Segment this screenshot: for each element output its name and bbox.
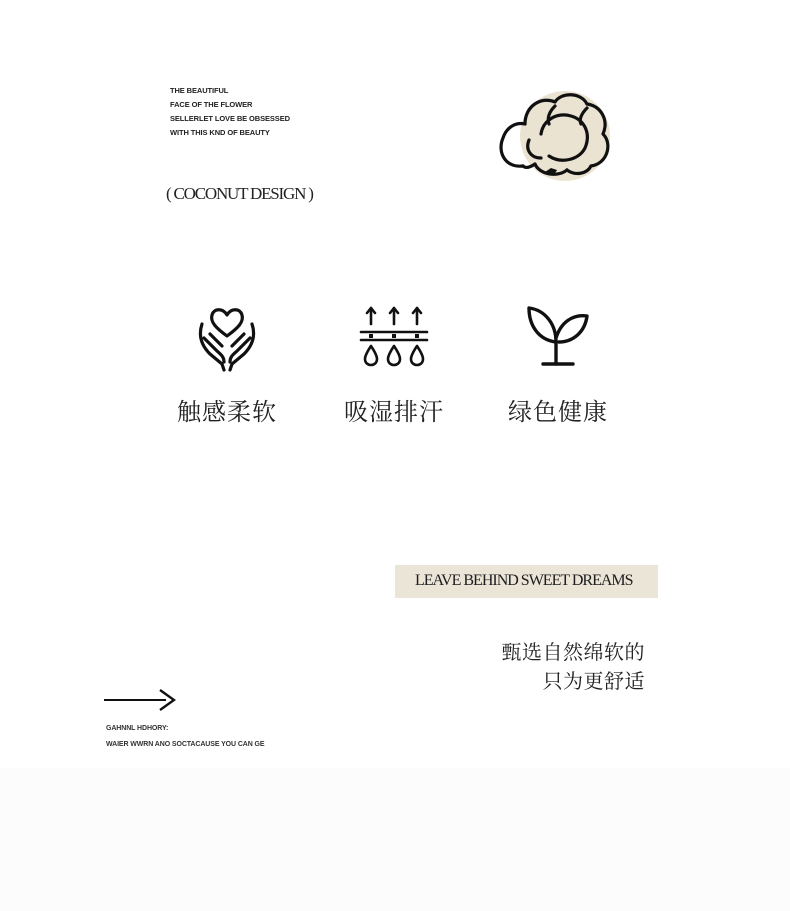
banner-text: LEAVE BEHIND SWEET DREAMS — [415, 572, 633, 589]
slogan-line: 甄选自然绵软的 — [501, 640, 645, 664]
feature-label: 吸湿排汗 — [344, 398, 444, 426]
feature-label: 绿色健康 — [508, 398, 608, 426]
hands-heart-icon — [194, 302, 260, 372]
sprout-icon — [523, 302, 593, 372]
banner — [395, 565, 658, 598]
moisture-wicking-icon — [359, 302, 429, 372]
tagline-line: WITH THIS KND OF BEAUTY — [170, 128, 270, 137]
small-caption: GAHNNL HDHORY: — [106, 725, 169, 732]
feature-moisture-wicking — [329, 302, 459, 427]
tagline-line: SELLERLET LOVE BE OBSESSED — [170, 114, 290, 123]
feature-green-health — [493, 302, 623, 427]
bottom-fade — [0, 768, 790, 911]
tagline — [170, 84, 290, 140]
cotton-flower-icon — [495, 88, 617, 184]
feature-soft-touch — [162, 302, 292, 427]
arrow-right-icon — [104, 688, 176, 712]
tagline-line: THE BEAUTIFUL — [170, 86, 229, 95]
small-caption: WAIER WWRN ANO SOCTACAUSE YOU CAN GE — [106, 741, 265, 748]
slogan — [502, 638, 646, 696]
slogan-line: 只为更舒适 — [542, 669, 645, 693]
tagline-line: FACE OF THE FLOWER — [170, 100, 253, 109]
brand-name: ( COCONUT DESIGN ) — [166, 184, 313, 203]
feature-label: 触感柔软 — [177, 398, 277, 426]
